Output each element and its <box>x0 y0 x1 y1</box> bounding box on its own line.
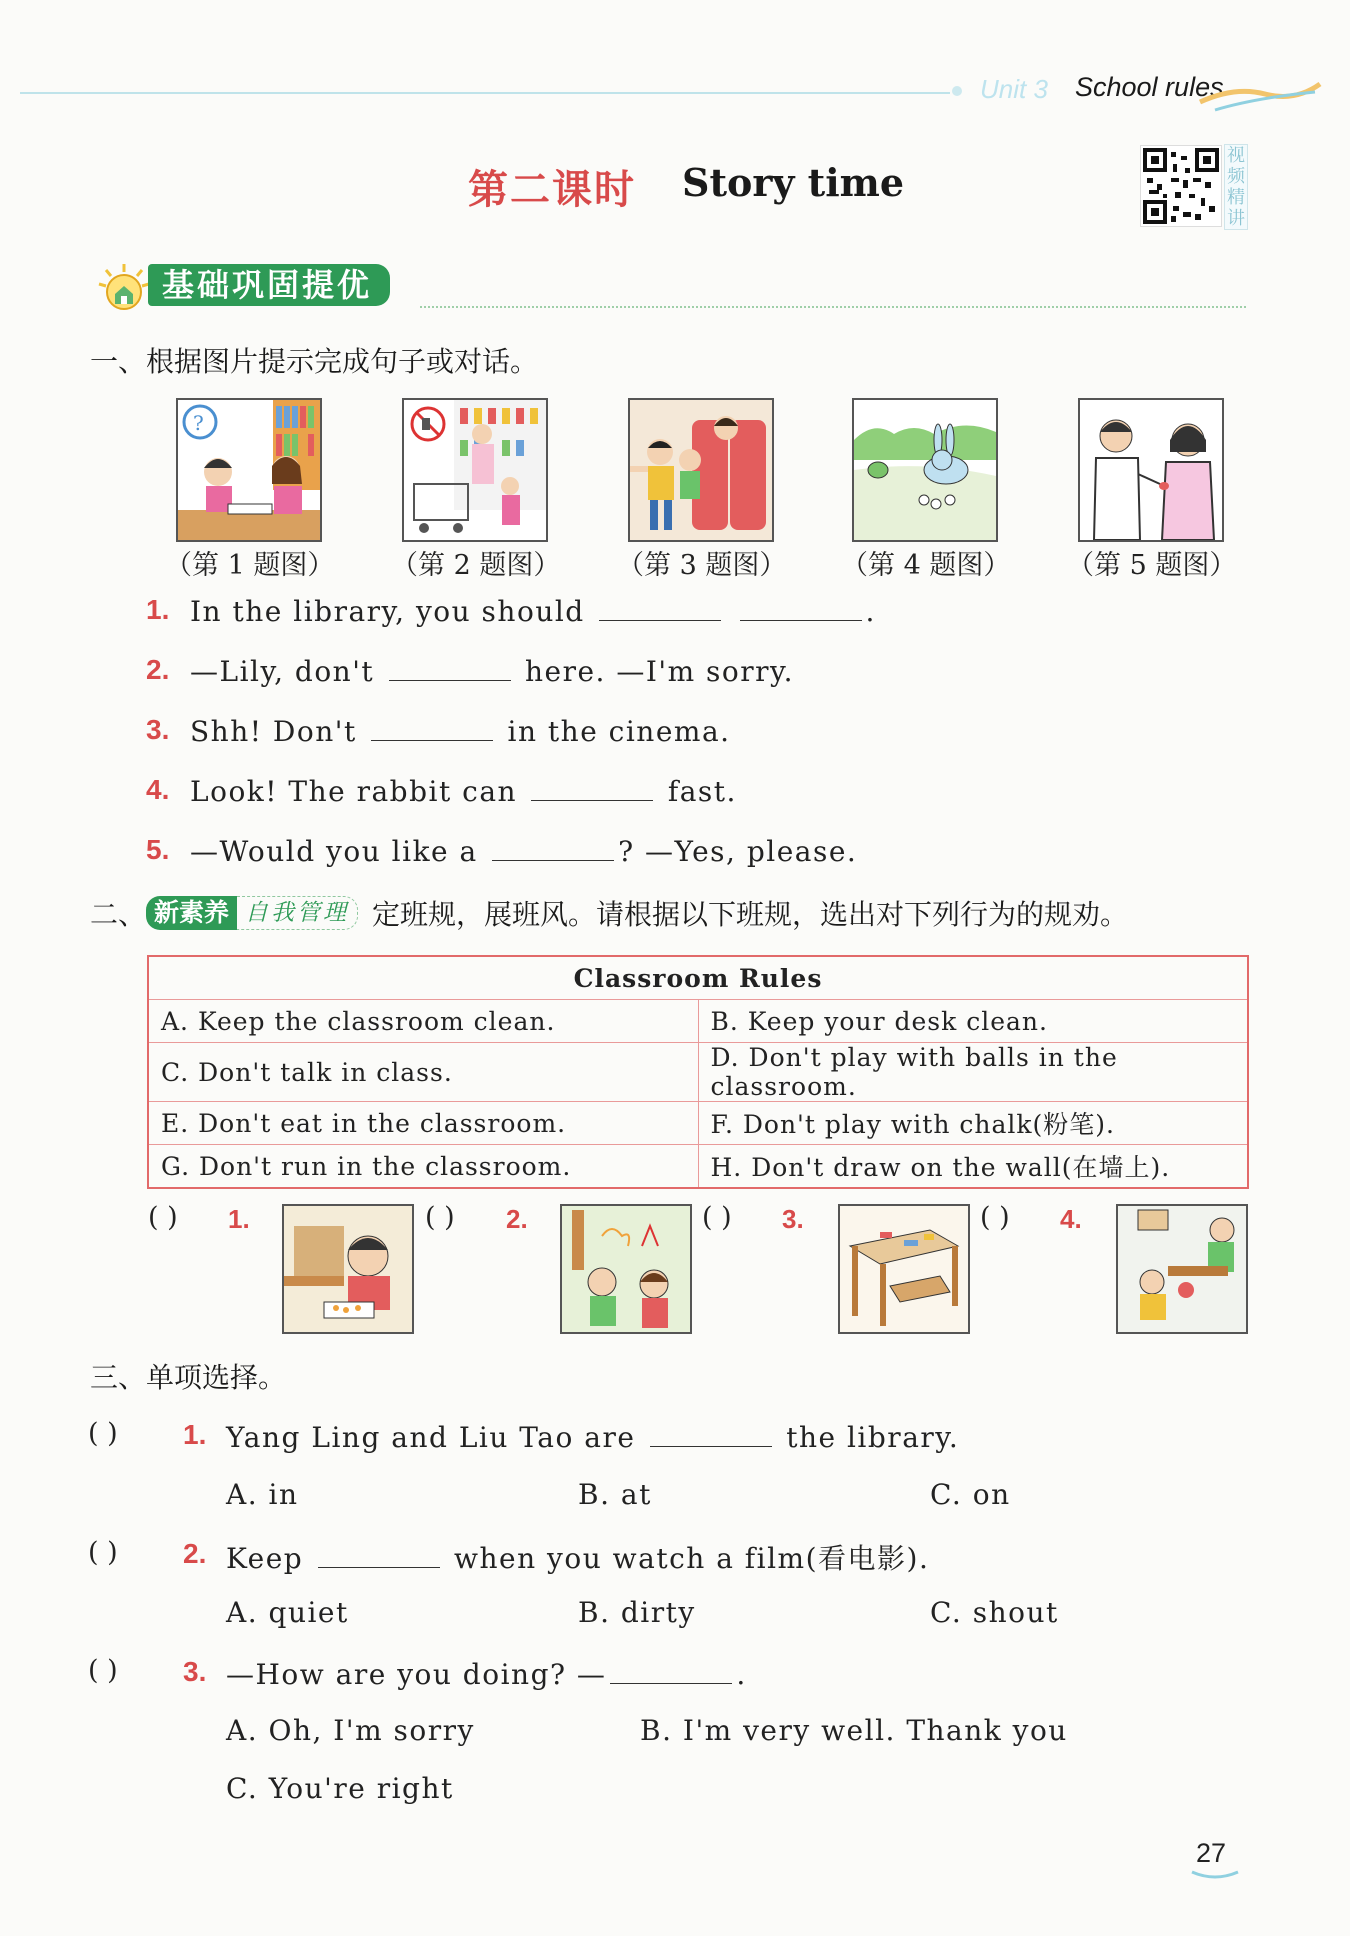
q2-number: 2. <box>146 654 170 685</box>
rabbit-scene-image <box>854 400 996 540</box>
rule-b: B. Keep your desk clean. <box>698 1000 1248 1043</box>
banner-dotted-rule <box>420 306 1246 308</box>
p3-q1-option-c[interactable]: C. on <box>930 1478 1011 1511</box>
p3-q3-text-b: . <box>736 1658 747 1691</box>
supermarket-scene-image <box>404 400 546 540</box>
drawing-wall-scene-image <box>562 1206 690 1332</box>
q4-number: 4. <box>146 774 170 805</box>
q5-text <box>190 832 857 868</box>
lesson-title-cn: 第二课时 <box>468 166 636 213</box>
p3-q3-option-b[interactable]: B. I'm very well. Thank you <box>640 1714 1068 1747</box>
header-rule <box>20 92 950 94</box>
p3-q2-blank[interactable] <box>318 1539 440 1568</box>
q3-number: 3. <box>146 714 170 745</box>
p2-number-1: 1. <box>228 1204 250 1234</box>
p3-q2-text-b: when you watch a film(看电影). <box>454 1542 930 1575</box>
p3-q1-text <box>226 1418 959 1454</box>
qr-code-graphic <box>1141 146 1221 226</box>
lesson-title-en: Story time <box>682 160 905 205</box>
classroom-rules-table <box>147 955 1249 1189</box>
q3-text-a: Shh! Don't <box>190 715 357 748</box>
p3-q2-option-a[interactable]: A. quiet <box>226 1596 349 1629</box>
picture-supermarket <box>402 398 548 542</box>
q5-blank[interactable] <box>492 832 614 861</box>
picture-two-people <box>1078 398 1224 542</box>
q1-text-b: . <box>865 595 876 628</box>
caption-1: （第 1 题图） <box>165 550 335 581</box>
q1-blank-2[interactable] <box>740 592 862 621</box>
part3-heading: 三、单项选择。 <box>90 1361 287 1394</box>
p3-q2-paren[interactable]: ( ) <box>88 1537 118 1568</box>
p3-q2-text <box>226 1537 929 1577</box>
q3-text-b: in the cinema. <box>507 715 731 748</box>
picture-library <box>176 398 322 542</box>
caption-4: （第 4 题图） <box>841 550 1011 581</box>
messy-desk-scene-image <box>840 1206 968 1332</box>
p3-q1-text-b: the library. <box>786 1421 960 1454</box>
header-swoosh <box>1195 80 1325 120</box>
p3-q3-number: 3. <box>183 1656 207 1687</box>
p3-q1-option-b[interactable]: B. at <box>578 1478 652 1511</box>
header-unit: Unit 3 <box>980 74 1048 104</box>
p3-q2-option-c[interactable]: C. shout <box>930 1596 1059 1629</box>
caption-3: （第 3 题图） <box>617 550 787 581</box>
rule-d: D. Don't play with balls in the classroom. <box>698 1043 1248 1102</box>
playing-ball-scene-image <box>1118 1206 1246 1332</box>
caption-5: （第 5 题图） <box>1067 550 1237 581</box>
part2-heading <box>90 893 1128 933</box>
q2-blank[interactable] <box>389 652 511 681</box>
p3-q3-blank[interactable] <box>610 1655 732 1684</box>
eating-scene-image <box>284 1206 412 1332</box>
p3-q1-blank[interactable] <box>650 1418 772 1447</box>
q5-text-b: ? —Yes, please. <box>618 835 858 868</box>
q5-number: 5. <box>146 834 170 865</box>
q4-text <box>190 772 737 808</box>
rule-f: F. Don't play with chalk(粉笔). <box>698 1102 1248 1145</box>
p3-q2-text-a: Keep <box>226 1542 304 1575</box>
rule-e: E. Don't eat in the classroom. <box>148 1102 698 1145</box>
picture-rabbit <box>852 398 998 542</box>
p3-q3-paren[interactable]: ( ) <box>88 1655 118 1686</box>
q4-text-b: fast. <box>667 775 737 808</box>
self-management-badge: 自我管理 <box>237 896 358 930</box>
p3-q2-option-b[interactable]: B. dirty <box>578 1596 696 1629</box>
page-number-swoosh <box>1190 1868 1240 1882</box>
p3-q1-number: 1. <box>183 1419 207 1450</box>
rule-g: G. Don't run in the classroom. <box>148 1145 698 1189</box>
p2-number-2: 2. <box>506 1204 528 1234</box>
cinema-scene-image <box>630 400 772 540</box>
p2-answer-paren-4[interactable]: ( ) <box>980 1202 1010 1233</box>
part2-instruction: 定班规，展班风。请根据以下班规，选出对下列行为的规劝。 <box>372 898 1129 931</box>
p3-q3-option-c[interactable]: C. You're right <box>226 1772 454 1805</box>
library-scene-image <box>178 400 320 540</box>
part1-heading: 一、根据图片提示完成句子或对话。 <box>90 345 539 378</box>
q2-text-b: here. —I'm sorry. <box>524 655 795 688</box>
svg-text:?: ? <box>193 411 204 435</box>
p2-number-4: 4. <box>1060 1204 1082 1234</box>
table-title: Classroom Rules <box>148 956 1248 1000</box>
two-people-scene-image <box>1080 400 1222 540</box>
q2-text <box>190 652 794 688</box>
p3-q1-option-a[interactable]: A. in <box>226 1478 299 1511</box>
p3-q3-text <box>226 1655 747 1691</box>
p2-answer-paren-2[interactable]: ( ) <box>425 1202 455 1233</box>
q4-blank[interactable] <box>531 772 653 801</box>
picture-messy-desk <box>838 1204 970 1334</box>
p2-answer-paren-3[interactable]: ( ) <box>702 1202 732 1233</box>
new-literacy-badge: 新素养 <box>146 896 237 930</box>
p3-q2-number: 2. <box>183 1538 207 1569</box>
caption-2: （第 2 题图） <box>391 550 561 581</box>
q1-number: 1. <box>146 594 170 625</box>
q1-blank-1[interactable] <box>599 592 721 621</box>
p3-q3-text-a: —How are you doing? — <box>226 1658 607 1691</box>
lightbulb-icon <box>96 262 152 312</box>
rule-h: H. Don't draw on the wall(在墙上). <box>698 1145 1248 1189</box>
picture-eating <box>282 1204 414 1334</box>
page-number: 27 <box>1196 1838 1227 1868</box>
q3-blank[interactable] <box>371 712 493 741</box>
p3-q3-option-a[interactable]: A. Oh, I'm sorry <box>226 1714 475 1747</box>
qr-label: 视频精讲 <box>1224 144 1248 230</box>
q2-text-a: —Lily, don't <box>190 655 375 688</box>
picture-playing-ball <box>1116 1204 1248 1334</box>
p3-q1-text-a: Yang Ling and Liu Tao are <box>226 1421 636 1454</box>
header-dot <box>952 86 962 96</box>
p3-q1-paren[interactable]: ( ) <box>88 1418 118 1449</box>
q1-text-a: In the library, you should <box>190 595 585 628</box>
q5-text-a: —Would you like a <box>190 835 478 868</box>
rule-c: C. Don't talk in class. <box>148 1043 698 1102</box>
p2-answer-paren-1[interactable]: ( ) <box>148 1202 178 1233</box>
picture-cinema <box>628 398 774 542</box>
q4-text-a: Look! The rabbit can <box>190 775 518 808</box>
q3-text <box>190 712 731 748</box>
rule-a: A. Keep the classroom clean. <box>148 1000 698 1043</box>
picture-drawing-on-wall <box>560 1204 692 1334</box>
part2-prefix: 二、 <box>90 898 147 931</box>
header-topic: School rules <box>1075 72 1224 102</box>
p2-number-3: 3. <box>782 1204 804 1234</box>
q1-text <box>190 592 876 628</box>
qr-code[interactable] <box>1140 145 1222 227</box>
section-banner: 基础巩固提优 <box>148 264 390 306</box>
